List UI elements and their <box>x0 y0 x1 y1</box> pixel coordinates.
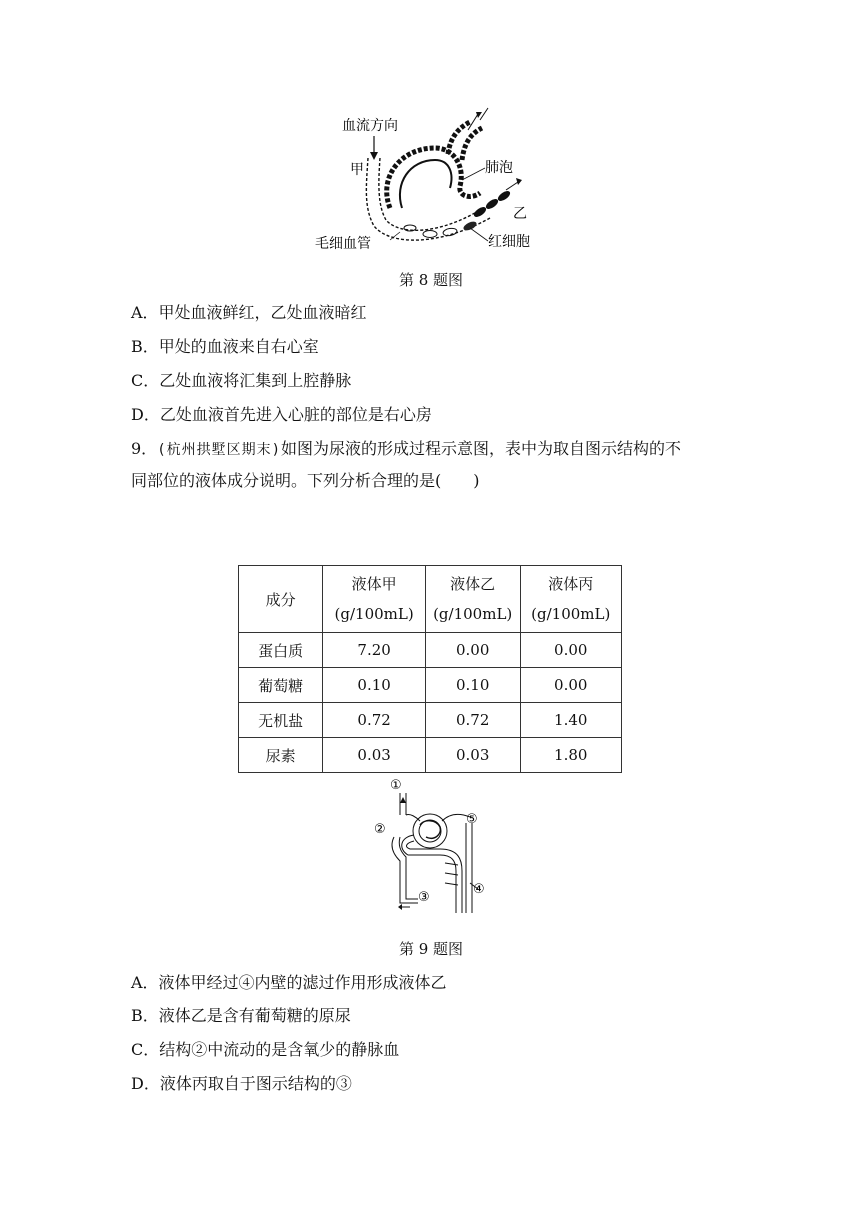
cell: 0.72 <box>323 703 425 738</box>
q9-option-a: A．液体甲经过④内壁的滤过作用形成液体乙 <box>131 973 447 992</box>
label-1: ① <box>390 778 402 793</box>
cell: 0.10 <box>425 668 520 703</box>
q9-option-b: B．液体乙是含有葡萄糖的原尿 <box>131 1006 351 1025</box>
table-row <box>239 633 622 668</box>
rbc-label: 红细胞 <box>488 234 530 250</box>
nephron-diagram <box>370 775 500 920</box>
table-header-row <box>239 566 622 633</box>
blood-flow-label: 血流方向 <box>342 118 398 134</box>
header-fluid-bing: 液体丙 (g/100mL) <box>520 566 622 633</box>
label-4: ④ <box>473 882 485 897</box>
label-3: ③ <box>418 890 430 905</box>
cell: 0.00 <box>520 633 622 668</box>
row-name: 无机盐 <box>239 703 323 738</box>
q8-option-b: B．甲处的血液来自右心室 <box>131 337 319 356</box>
alveolus-label: 肺泡 <box>485 160 513 176</box>
q9-stem-text: 如图为尿液的形成过程示意图，表中为取自图示结构的不 <box>281 439 682 458</box>
cell: 0.72 <box>425 703 520 738</box>
cell: 0.03 <box>323 738 425 773</box>
q9-source: (杭州拱墅区期末) <box>157 442 282 458</box>
q9-stem-line1 <box>131 439 681 460</box>
table-row <box>239 668 622 703</box>
figure9-caption: 第 9 题图 <box>398 940 464 958</box>
row-name: 尿素 <box>239 738 323 773</box>
cell: 0.10 <box>323 668 425 703</box>
cell: 1.40 <box>520 703 622 738</box>
cell: 1.80 <box>520 738 622 773</box>
header-fluid-jia: 液体甲 (g/100mL) <box>323 566 425 633</box>
row-name: 蛋白质 <box>239 633 323 668</box>
q9-number: 9． <box>131 439 158 458</box>
q9-stem-line2: 同部位的液体成分说明。下列分析合理的是( ) <box>131 471 480 490</box>
yi-label: 乙 <box>513 206 527 222</box>
cell: 0.00 <box>425 633 520 668</box>
label-5: ⑤ <box>466 812 478 827</box>
label-2: ② <box>374 822 386 837</box>
fluid-composition-table <box>238 565 622 773</box>
cell: 0.03 <box>425 738 520 773</box>
capillary-label: 毛细血管 <box>315 236 371 252</box>
alveolus-diagram <box>315 108 550 258</box>
q8-option-c: C．乙处血液将汇集到上腔静脉 <box>131 371 352 390</box>
header-component: 成分 <box>239 566 323 633</box>
header-fluid-yi: 液体乙 (g/100mL) <box>425 566 520 633</box>
jia-label: 甲 <box>350 162 364 178</box>
table-row <box>239 738 622 773</box>
cell: 7.20 <box>323 633 425 668</box>
cell: 0.00 <box>520 668 622 703</box>
table-row <box>239 703 622 738</box>
q9-option-d: D．液体丙取自于图示结构的③ <box>131 1074 352 1093</box>
q8-option-d: D．乙处血液首先进入心脏的部位是右心房 <box>131 405 432 424</box>
figure8-caption: 第 8 题图 <box>398 271 464 289</box>
row-name: 葡萄糖 <box>239 668 323 703</box>
q8-option-a: A．甲处血液鲜红，乙处血液暗红 <box>131 303 367 322</box>
q9-option-c: C．结构②中流动的是含氧少的静脉血 <box>131 1040 400 1059</box>
